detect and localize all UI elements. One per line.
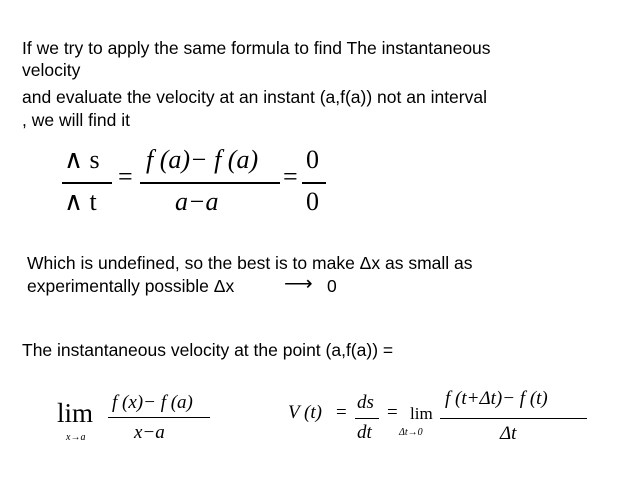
eq3-fraction-line-1 [355,418,379,419]
eq1-equals-2: = [283,162,298,191]
eq1-denominator-zero: 0 [306,187,319,216]
eq2-denominator: x−a [134,422,165,443]
intro-line-3: and evaluate the velocity at an instant (a,f(a)) not an interval [22,87,487,107]
intro-line-2: velocity [22,60,81,80]
intro-line-1: If we try to apply the same formula to find The instantaneous [22,38,491,58]
eq1-equals-1: = [118,162,133,191]
eq1-numerator-zero: 0 [306,145,319,174]
eq1-fraction-line-3 [302,182,326,184]
eq3-lim: lim [410,404,433,423]
eq3-equals-2: = [387,402,398,423]
instantaneous-label: The instantaneous velocity at the point (a,f(a)) = [22,340,394,360]
eq3-fraction-line-2 [440,418,587,419]
eq1-numerator-ds: ∧ s [64,145,100,174]
eq2-lim: lim [57,398,94,428]
eq3-denominator: Δt [500,423,517,444]
intro-line-4: , we will find it [22,110,130,130]
undefined-limit-zero: 0 [327,276,337,296]
eq3-lhs: V (t) [288,402,322,423]
arrow-icon: ⟶ [284,273,313,295]
eq1-fraction-line-1 [62,182,112,184]
eq1-numerator-fa-diff: f (a)− f (a) [146,145,259,174]
eq2-fraction-line [108,417,210,418]
eq1-denominator-dt: ∧ t [64,187,97,216]
undefined-line-2: experimentally possible Δx [27,276,235,296]
undefined-line-1: Which is undefined, so the best is to make Δx as small as [27,253,473,273]
eq2-lim-subscript: x→a [66,432,86,443]
eq3-numerator: f (t+Δt)− f (t) [445,388,548,409]
eq2-numerator: f (x)− f (a) [112,392,193,413]
eq3-dt: dt [357,422,372,443]
eq1-fraction-line-2 [140,182,280,184]
eq3-equals-1: = [336,402,347,423]
eq1-denominator-a-minus-a: a−a [175,187,219,216]
eq3-lim-subscript: Δt→0 [399,427,423,438]
eq3-ds: ds [357,392,374,413]
